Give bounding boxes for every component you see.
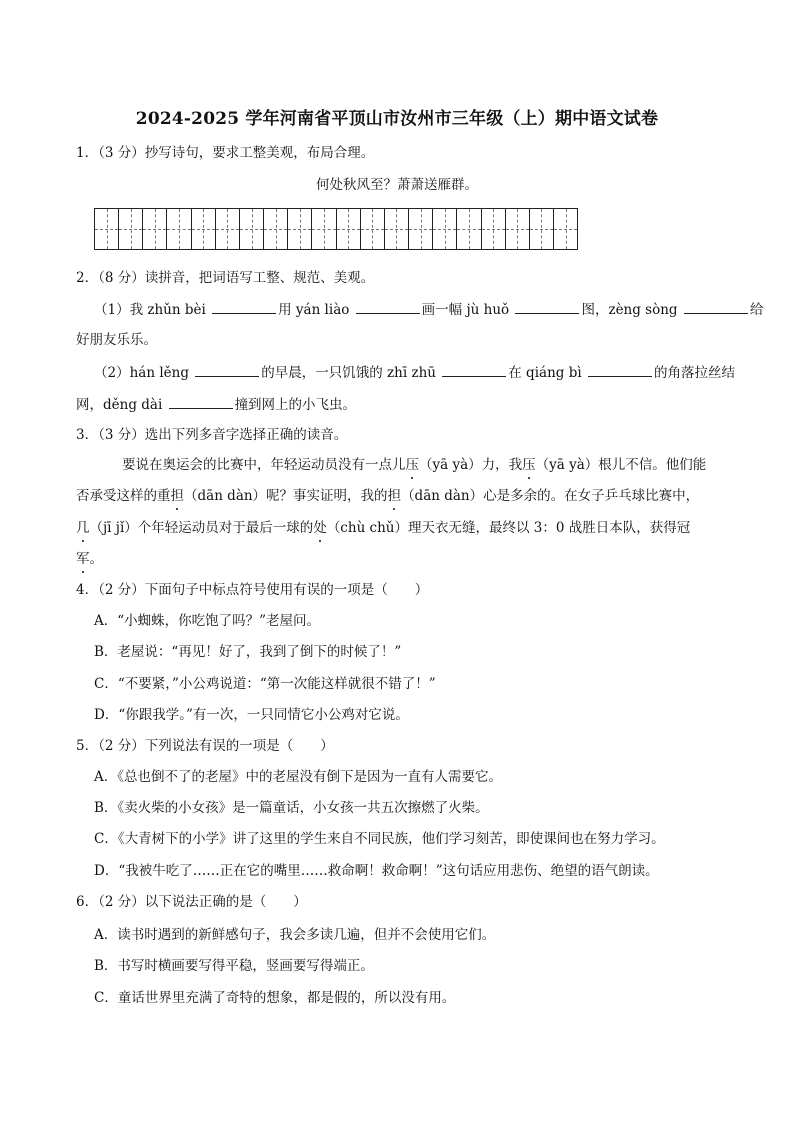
grid-cell[interactable] — [288, 209, 312, 249]
answer-blank[interactable] — [212, 299, 276, 314]
grid-cell[interactable] — [409, 209, 433, 249]
grid-cell[interactable] — [167, 209, 191, 249]
q2-l3-b: 的早晨，一只饥饿的 zhī zhū — [261, 365, 441, 381]
polyphone-char: 担 — [387, 488, 402, 504]
q2-line2: 好朋友乐乐。 — [76, 332, 157, 348]
q2-l1-e: 给 — [749, 302, 764, 318]
q3-text[interactable]: （yā yà）力，我 — [419, 457, 523, 473]
q6-option-c[interactable]: C．童话世界里充满了奇特的想象，都是假的，所以没有用。 — [94, 990, 456, 1006]
grid-cell[interactable] — [312, 209, 336, 249]
grid-cell[interactable] — [337, 209, 361, 249]
q3-para-line3 — [76, 518, 690, 538]
q3-para-line1 — [122, 455, 706, 475]
q2-l1-c: 画一幅 jù huǒ — [421, 302, 514, 318]
answer-blank[interactable] — [169, 394, 233, 409]
q5-option-d[interactable]: D．“我被牛吃了……正在它的嘴里……救命啊！救命啊！”这句话应用悲伤、绝望的语气朗读。 — [94, 863, 659, 879]
grid-cell[interactable] — [119, 209, 143, 249]
grid-cell[interactable] — [95, 209, 119, 249]
grid-cell[interactable] — [482, 209, 506, 249]
polyphone-char: 压 — [405, 457, 419, 473]
q6-option-b[interactable]: B．书写时横画要写得平稳，竖画要写得端正。 — [94, 958, 374, 974]
answer-blank[interactable] — [195, 362, 259, 377]
page-title: 2024-2025 学年河南省平顶山市汝州市三年级（上）期中语文试卷 — [135, 109, 659, 129]
q3-text[interactable]: （yā yà）根儿不信。他们能 — [535, 457, 707, 473]
polyphone-char: 处 — [313, 520, 327, 536]
answer-blank[interactable] — [588, 362, 652, 377]
q6-stem: 6．（2 分）以下说法正确的是（ ） — [76, 894, 307, 910]
q3-text: 否承受这样的重 — [76, 488, 171, 504]
q3-text[interactable]: （dān dàn）心是多余的。在女子乒乓球比赛中， — [401, 488, 700, 504]
grid-cell[interactable] — [506, 209, 530, 249]
q2-l1-a: （1）我 zhǔn bèi — [94, 302, 211, 318]
q4-option-a[interactable]: A．“小蜘蛛，你吃饱了吗？”老屋问。 — [94, 613, 321, 629]
grid-cell[interactable] — [143, 209, 167, 249]
grid-cell[interactable] — [192, 209, 216, 249]
polyphone-char: 担 — [170, 488, 184, 504]
q2-l4-a: 网，děng dài — [76, 397, 167, 413]
q2-l4-b: 撞到网上的小飞虫。 — [234, 397, 357, 413]
q3-text[interactable]: （jī jǐ）个年轻运动员对于最后一球的 — [89, 520, 314, 536]
q2-line4 — [76, 394, 356, 415]
q1-stem: 1．（3 分）抄写诗句，要求工整美观，布局合理。 — [76, 145, 375, 161]
q3-text: 要说在奥运会的比赛中，年轻运动员没有一点儿 — [122, 457, 406, 473]
q3-text: 。 — [89, 551, 103, 567]
grid-cell[interactable] — [385, 209, 409, 249]
q2-l1-b: 用 yán liào — [278, 302, 354, 318]
answer-blank[interactable] — [356, 299, 420, 314]
grid-cell[interactable] — [361, 209, 385, 249]
q3-text[interactable]: （dān dàn）呢？事实证明，我的 — [184, 488, 388, 504]
q5-stem: 5．（2 分）下列说法有误的一项是（ ） — [76, 738, 334, 754]
q5-option-b[interactable]: B．《卖火柴的小女孩》是一篇童话，小女孩一共五次擦燃了火柴。 — [94, 800, 489, 816]
q4-stem: 4．（2 分）下面句子中标点符号使用有误的一项是（ ） — [76, 582, 429, 598]
q4-option-d[interactable]: D．“你跟我学。”有一次，一只同情它小公鸡对它说。 — [94, 707, 409, 723]
grid-cell[interactable] — [240, 209, 264, 249]
answer-blank[interactable] — [684, 299, 748, 314]
grid-cell[interactable] — [457, 209, 481, 249]
q6-option-a[interactable]: A．读书时遇到的新鲜感句子，我会多读几遍，但并不会使用它们。 — [94, 927, 496, 943]
grid-cell[interactable] — [216, 209, 240, 249]
q2-l3-d: 的角落拉丝结 — [653, 365, 735, 381]
q4-option-c[interactable]: C．“不要紧，”小公鸡说道：“第一次能这样就很不错了！” — [94, 676, 436, 692]
q2-l3-a: （2）hán lěng — [94, 365, 194, 381]
q2-stem: 2．（8 分）读拼音，把词语写工整、规范、美观。 — [76, 270, 375, 286]
q5-option-a[interactable]: A．《总也倒不了的老屋》中的老屋没有倒下是因为一直有人需要它。 — [94, 769, 502, 785]
q3-stem: 3．（3 分）选出下列多音字选择正确的读音。 — [76, 427, 348, 443]
polyphone-char: 军 — [76, 551, 90, 567]
grid-cell[interactable] — [554, 209, 577, 249]
q3-para-line2 — [76, 486, 699, 506]
polyphone-char: 几 — [76, 520, 90, 536]
writing-grid[interactable] — [94, 208, 578, 250]
answer-blank[interactable] — [515, 299, 579, 314]
q5-option-c[interactable]: C．《大青树下的小学》讲了这里的学生来自不同民族，他们学习刻苦，即使课间也在努力学习。 — [94, 831, 665, 847]
grid-cell[interactable] — [530, 209, 554, 249]
q3-para-line4 — [76, 549, 103, 569]
q3-text[interactable]: （chù chǔ）理天衣无缝，最终以 3：0 战胜日本队，获得冠 — [326, 520, 691, 536]
q2-line1 — [94, 299, 763, 320]
q2-line3 — [94, 362, 735, 383]
q4-option-b[interactable]: B．老屋说：“再见！好了，我到了倒下的时候了！” — [94, 644, 402, 660]
q2-l1-d: 图，zèng sòng — [581, 302, 682, 318]
q2-l3-c: 在 qiáng bì — [508, 365, 586, 381]
q1-poem: 何处秋风至？萧萧送雁群。 — [316, 177, 478, 193]
answer-blank[interactable] — [442, 362, 506, 377]
polyphone-char: 压 — [522, 457, 536, 473]
grid-cell[interactable] — [433, 209, 457, 249]
grid-cell[interactable] — [264, 209, 288, 249]
